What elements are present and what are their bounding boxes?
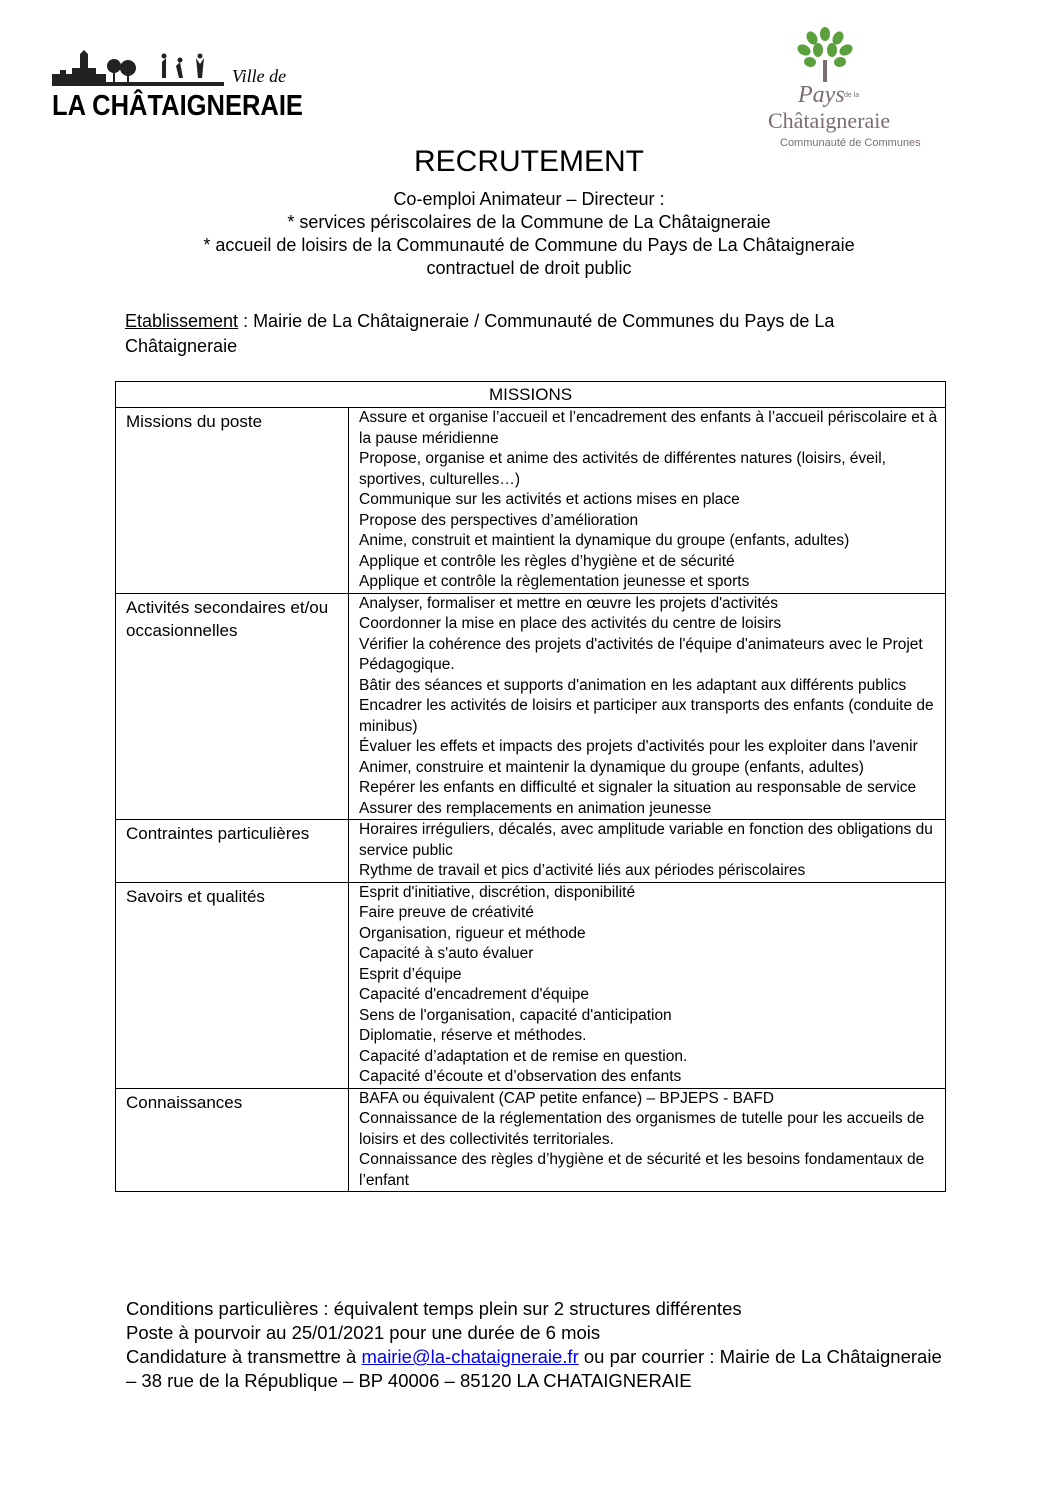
list-item: Esprit d’équipe xyxy=(359,965,462,983)
missions-table xyxy=(115,381,946,1192)
footer xyxy=(126,1297,946,1393)
list-item: Capacité d'encadrement d'équipe xyxy=(359,986,589,1003)
pays-logo xyxy=(760,26,930,149)
row-items xyxy=(349,820,946,883)
row-category: Missions du poste xyxy=(116,408,349,594)
list-item: Capacité d’adaptation et de remise en question. xyxy=(359,1047,688,1065)
logo-ville-text: Ville de xyxy=(232,66,287,86)
table-row xyxy=(116,1088,946,1192)
candidature-line xyxy=(126,1345,946,1393)
logo-dela-text: de la xyxy=(844,92,860,99)
table-header: MISSIONS xyxy=(116,382,946,408)
list-item: Repérer les enfants en difficulté et signaler la situation au responsable de service xyxy=(359,779,917,796)
tree-icon xyxy=(790,26,860,86)
table-row xyxy=(116,593,946,820)
village-silhouette-icon xyxy=(50,48,230,88)
row-items xyxy=(349,1088,946,1192)
list-item: Applique et contrôle les règles d’hygiène et de sécurité xyxy=(359,552,735,570)
row-items xyxy=(349,882,946,1088)
etablissement xyxy=(125,309,945,359)
subtitle-line: * services périscolaires de la Commune de La Châtaigneraie xyxy=(287,212,771,232)
candidature-suffix: ou par courrier : Mairie de La Châtaigneraie – 38 rue de la République – BP 40006 – 85120 LA CHATAIGNERAIE xyxy=(126,1346,942,1391)
list-item: Encadrer les activités de loisirs et participer aux transports des enfants (conduite de minibus) xyxy=(359,697,934,735)
list-item: Propose des perspectives d’amélioration xyxy=(359,511,639,529)
list-item: Faire preuve de créativité xyxy=(359,904,534,921)
list-item: Communique sur les activités et actions mises en place xyxy=(359,491,740,508)
list-item: Anime, construit et maintient la dynamique du groupe (enfants, adultes) xyxy=(359,532,850,549)
logo-cdc-text: Communauté de Communes xyxy=(780,137,921,149)
row-category: Connaissances xyxy=(116,1088,349,1192)
subtitle-line: contractuel de droit public xyxy=(426,258,632,278)
logo-chataigneraie-text: Châtaigneraie xyxy=(768,108,891,133)
etablissement-label: Etablissement xyxy=(125,311,239,331)
logo-name-text: LA CHÂTAIGNERAIE xyxy=(52,90,303,122)
list-item: Analyser, formaliser et mettre en œuvre les projets d'activités xyxy=(359,594,779,612)
list-item: Coordonner la mise en place des activités du centre de loisirs xyxy=(359,615,782,632)
candidature-prefix: Candidature à transmettre à xyxy=(126,1346,362,1367)
list-item: Connaissance de la réglementation des organismes de tutelle pour les accueils de loisirs et des collectivités territoriales. xyxy=(359,1110,925,1148)
table-row xyxy=(116,408,946,594)
table-row xyxy=(116,820,946,883)
etablissement-value: : Mairie de La Châtaigneraie / Communauté de Communes du Pays de La Châtaigneraie xyxy=(125,311,835,356)
email-link[interactable]: mairie@la-chataigneraie.fr xyxy=(361,1346,579,1367)
row-items xyxy=(349,408,946,594)
list-item: Assure et organise l’accueil et l’encadrement des enfants à l’accueil périscolaire et à la pause méridienne xyxy=(359,409,938,447)
subtitle-line: Co-emploi Animateur – Directeur : xyxy=(393,189,665,209)
list-item: Diplomatie, réserve et méthodes. xyxy=(359,1027,587,1044)
list-item: Capacité d’écoute et d’observation des enfants xyxy=(359,1068,682,1085)
list-item: Vérifier la cohérence des projets d'activités de l'équipe d'animateurs avec le Projet Pédagogique. xyxy=(359,635,923,673)
list-item: Esprit d'initiative, discrétion, disponibilité xyxy=(359,883,636,901)
page-title: RECRUTEMENT xyxy=(414,145,644,178)
list-item: Organisation, rigueur et méthode xyxy=(359,924,586,942)
list-item: Propose, organise et anime des activités de différentes natures (loisirs, éveil, sportives, culturelles…) xyxy=(359,450,886,488)
list-item: Capacité à s'auto évaluer xyxy=(359,945,534,962)
list-item: Applique et contrôle la règlementation jeunesse et sports xyxy=(359,573,750,590)
list-item: Connaissance des règles d’hygiène et de sécurité et les besoins fondamentaux de l’enfant xyxy=(359,1151,925,1189)
list-item: Sens de l'organisation, capacité d'anticipation xyxy=(359,1006,672,1024)
list-item: Horaires irréguliers, décalés, avec amplitude variable en fonction des obligations du service public xyxy=(359,821,933,859)
list-item: Évaluer les effets et impacts des projets d'activités pour les exploiter dans l'avenir xyxy=(359,738,918,755)
row-category: Savoirs et qualités xyxy=(116,882,349,1088)
list-item: BAFA ou équivalent (CAP petite enfance) – BPJEPS - BAFD xyxy=(359,1089,774,1107)
table-row xyxy=(116,882,946,1088)
poste-line: Poste à pourvoir au 25/01/2021 pour une durée de 6 mois xyxy=(126,1322,601,1343)
list-item: Bâtir des séances et supports d'animation en les adaptant aux différents publics xyxy=(359,676,907,694)
logo-pays-text: Pays xyxy=(798,82,845,108)
row-category: Contraintes particulières xyxy=(116,820,349,883)
list-item: Rythme de travail et pics d’activité liés aux périodes périscolaires xyxy=(359,862,806,879)
row-category: Activités secondaires et/ou occasionnelles xyxy=(116,593,349,820)
conditions-line: Conditions particulières : équivalent temps plein sur 2 structures différentes xyxy=(126,1298,742,1319)
list-item: Animer, construire et maintenir la dynamique du groupe (enfants, adultes) xyxy=(359,758,864,776)
subtitle-line: * accueil de loisirs de la Communauté de Commune du Pays de La Châtaigneraie xyxy=(203,235,855,255)
list-item: Assurer des remplacements en animation jeunesse xyxy=(359,799,712,817)
row-items xyxy=(349,593,946,820)
ville-logo xyxy=(50,48,303,128)
